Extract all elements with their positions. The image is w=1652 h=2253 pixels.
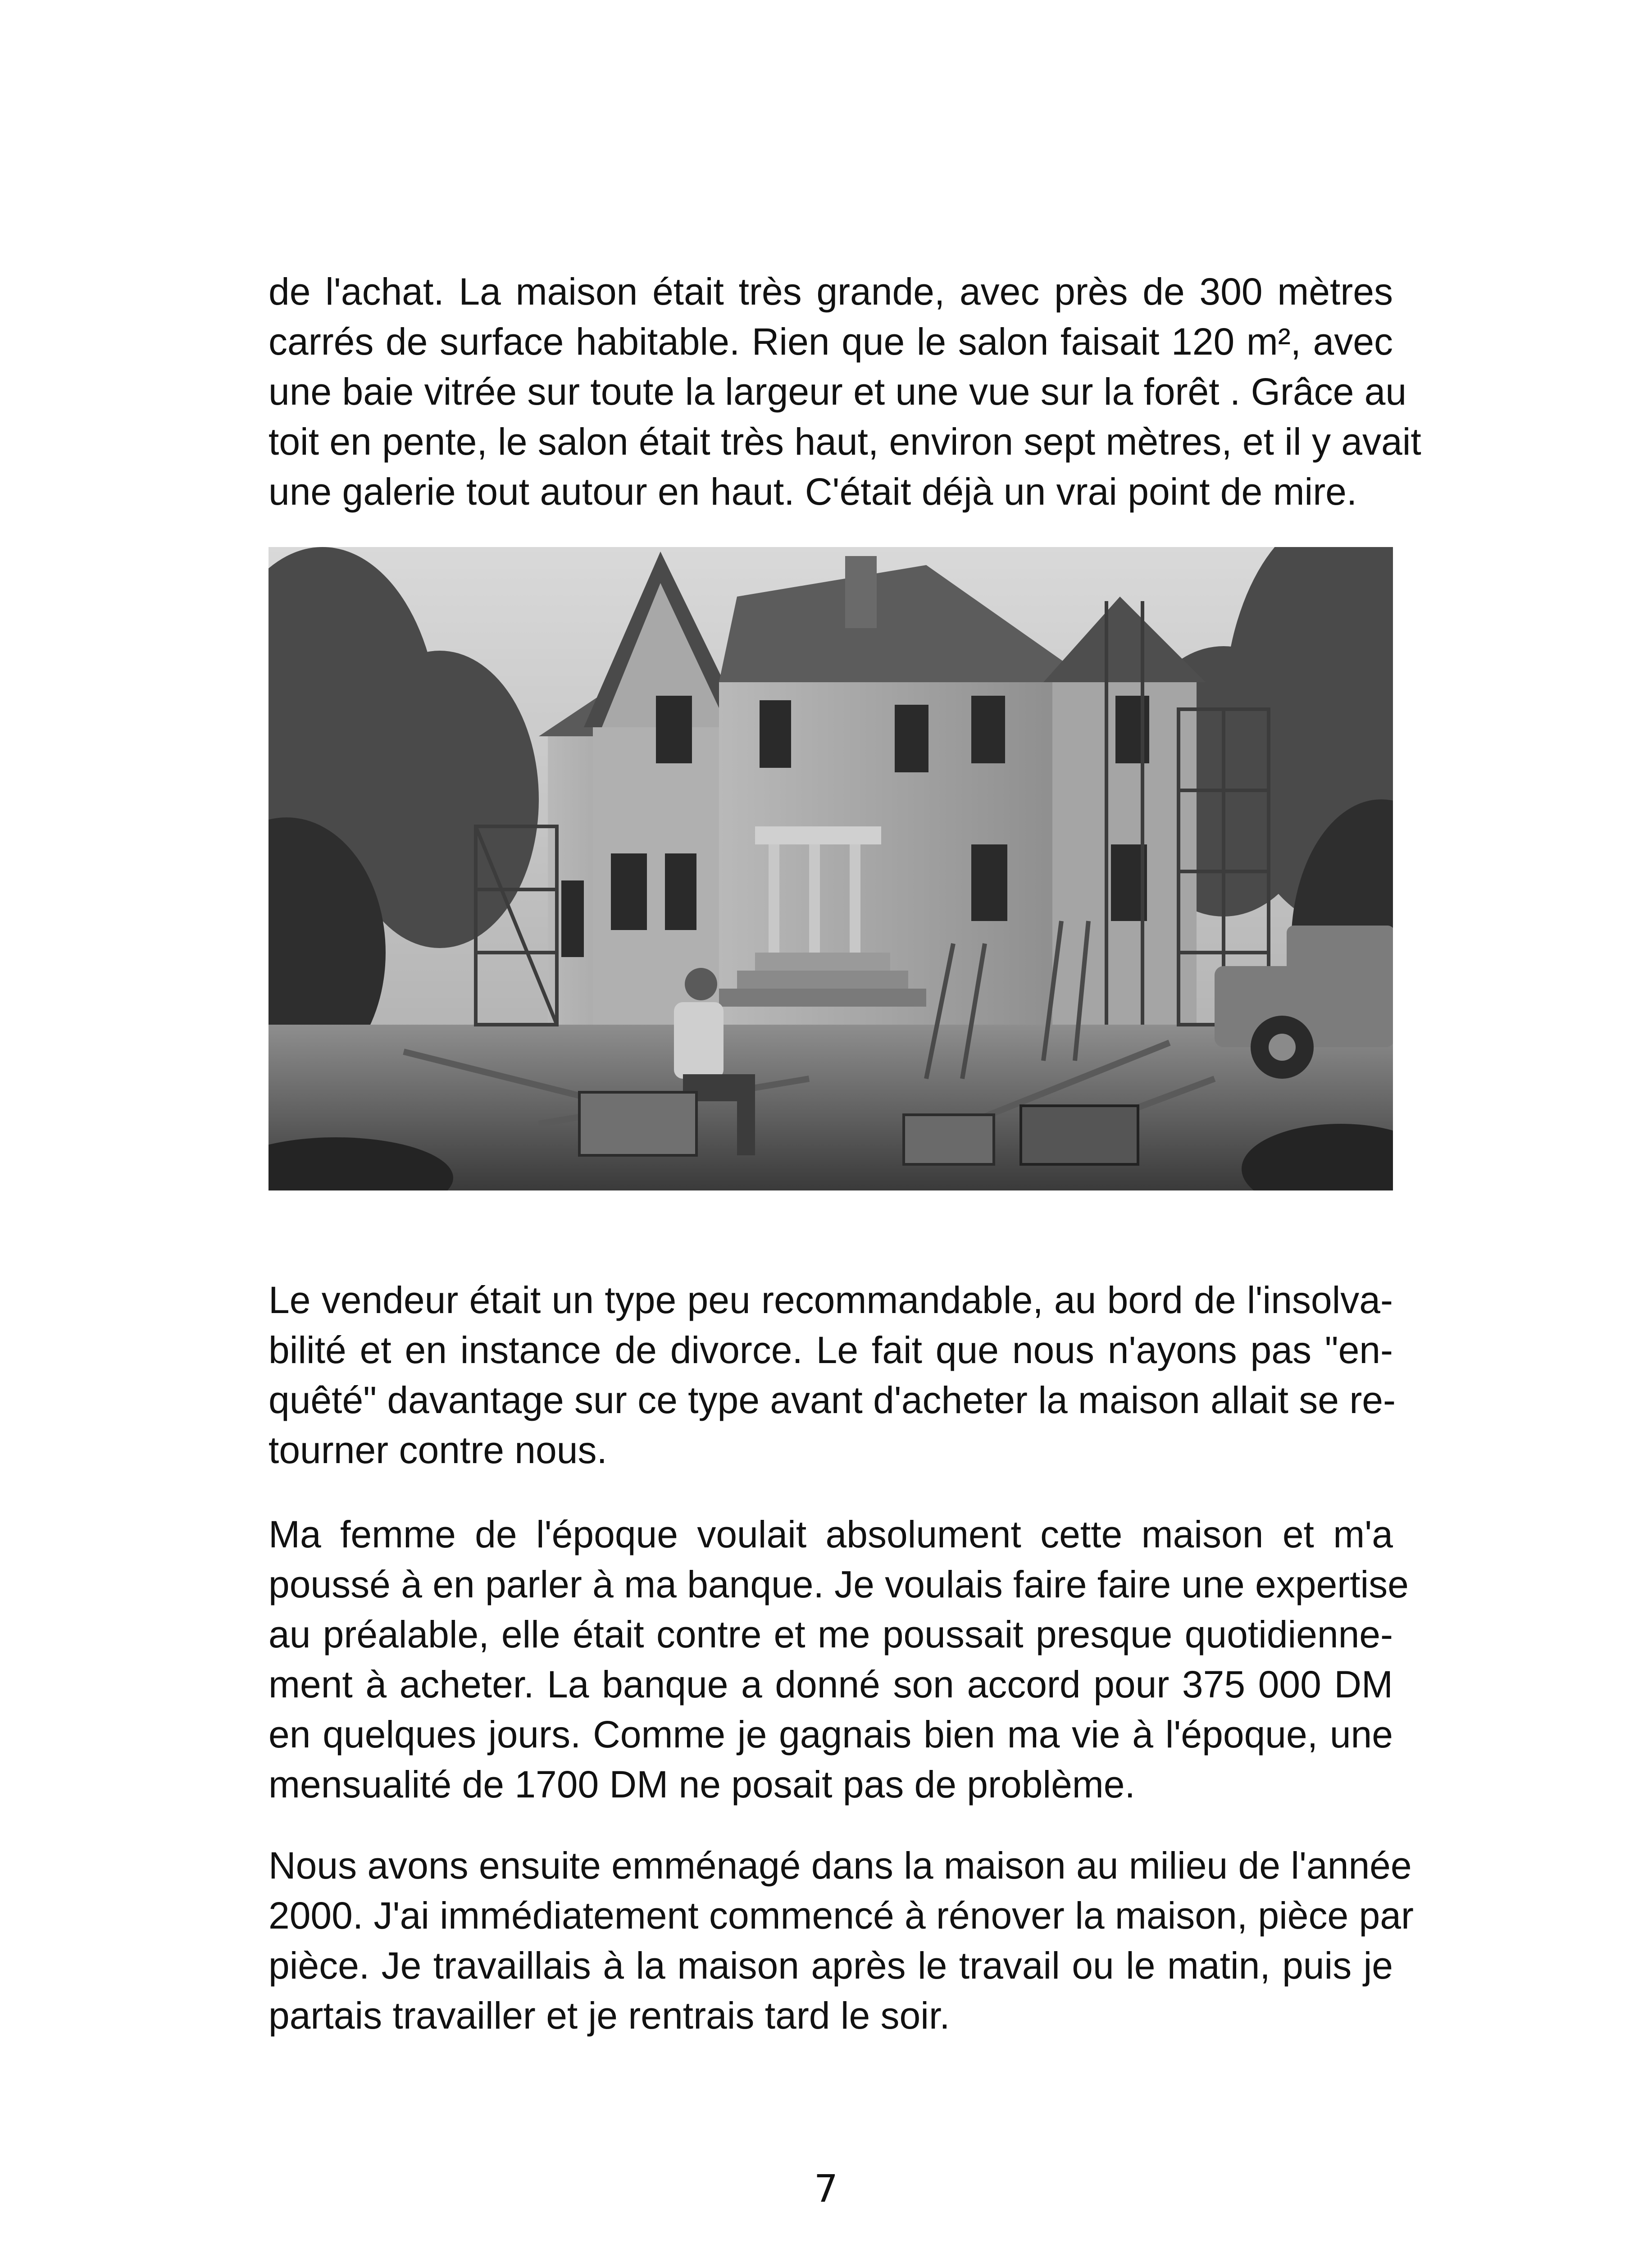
paragraph-house-description [269, 267, 1421, 517]
text-line: toit en pente, le salon était très haut, environ sept mètres, et il y avait [269, 420, 1421, 463]
text-line: une baie vitrée sur toute la largeur et une vue sur la forêt . Grâce au [269, 370, 1407, 413]
text-line: bilité et en instance de divorce. Le fait que nous n'ayons pas "en- [269, 1329, 1393, 1371]
text-line: tourner contre nous. [269, 1429, 607, 1471]
paragraph-moving-in [269, 1841, 1414, 2041]
text-line: en quelques jours. Comme je gagnais bien ma vie à l'époque, une [269, 1713, 1393, 1756]
text-line: partais travailler et je rentrais tard le soir. [269, 1994, 950, 2037]
text-line: pièce. Je travaillais à la maison après le travail ou le matin, puis je [269, 1944, 1393, 1987]
text-line: de l'achat. La maison était très grande, avec près de 300 mètres [269, 270, 1393, 313]
text-line: une galerie tout autour en haut. C'était déjà un vrai point de mire. [269, 470, 1357, 513]
text-line: 2000. J'ai immédiatement commencé à rénover la maison, pièce par [269, 1894, 1414, 1937]
text-line: ment à acheter. La banque a donné son accord pour 375 000 DM [269, 1663, 1393, 1706]
paragraph-bank-loan [269, 1510, 1409, 1810]
text-line: Ma femme de l'époque voulait absolument cette maison et m'a [269, 1513, 1393, 1555]
text-line: mensualité de 1700 DM ne posait pas de problème. [269, 1763, 1135, 1806]
house-renovation-image [269, 547, 1393, 1190]
house-renovation-illustration [269, 547, 1393, 1190]
text-line: Nous avons ensuite emménagé dans la maison au milieu de l'année [269, 1844, 1412, 1887]
text-line: poussé à en parler à ma banque. Je voulais faire faire une expertise [269, 1563, 1409, 1605]
paragraph-seller [269, 1275, 1396, 1475]
text-line: quêté" davantage sur ce type avant d'acheter la maison allait se re- [269, 1379, 1396, 1421]
text-line: au préalable, elle était contre et me poussait presque quotidienne- [269, 1613, 1393, 1656]
text-line: carrés de surface habitable. Rien que le salon faisait 120 m², avec [269, 320, 1393, 363]
text-line: Le vendeur était un type peu recommandable, au bord de l'insolva- [269, 1279, 1393, 1321]
page-number: 7 [814, 2166, 838, 2211]
